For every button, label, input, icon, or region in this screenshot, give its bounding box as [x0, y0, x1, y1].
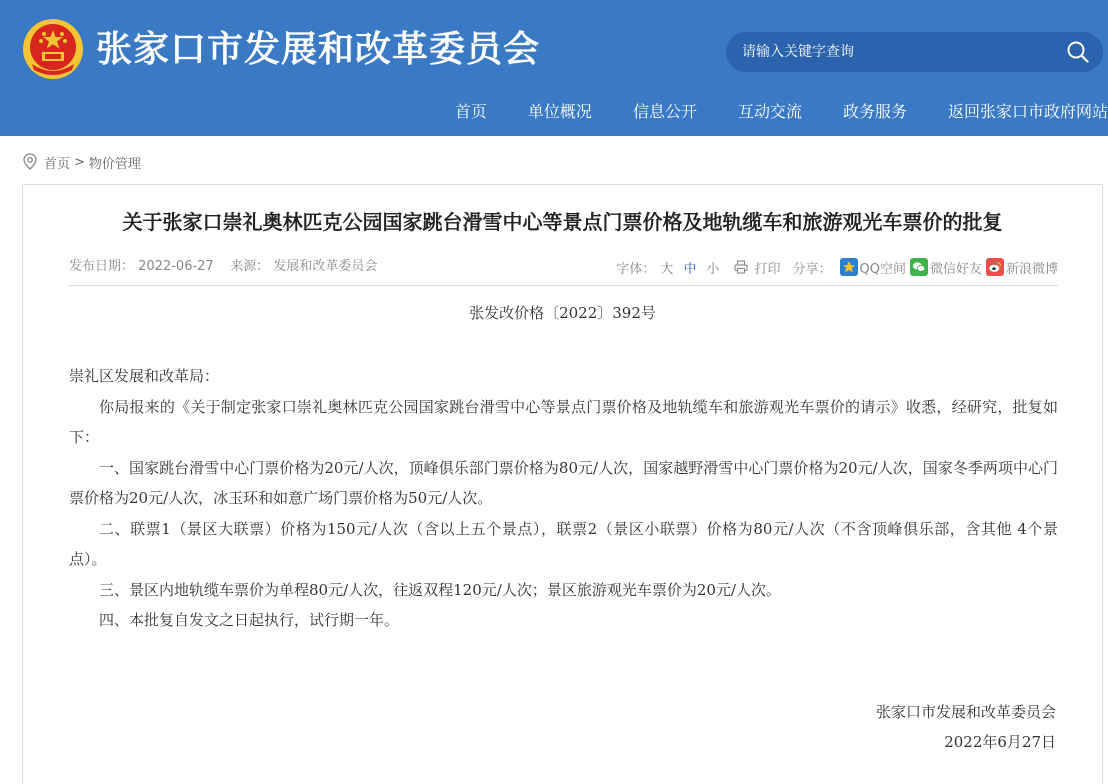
share-qzone-button[interactable] — [840, 258, 906, 277]
share-weibo-button[interactable] — [986, 258, 1058, 277]
article-meta — [69, 255, 1058, 279]
publish-date: 2022-06-27 — [138, 259, 214, 274]
signature-block — [876, 697, 1056, 757]
font-size-medium[interactable]: 中 — [683, 261, 697, 277]
signature-organization: 张家口市发展和改革委员会 — [875, 703, 1056, 721]
print-button[interactable] — [734, 258, 780, 277]
font-size-large[interactable]: 大 — [660, 261, 674, 277]
nav-item-home[interactable]: 首页 — [454, 102, 487, 121]
article-title: 关于张家口崇礼奥林匹克公园国家跳台滑雪中心等景点门票价格及地轨缆车和旅游观光车票价的批复 — [122, 210, 1003, 234]
search-input[interactable] — [742, 32, 1062, 72]
nav-item-interaction[interactable]: 互动交流 — [737, 102, 802, 121]
nav-item-about[interactable]: 单位概况 — [527, 102, 592, 121]
article-tools — [616, 255, 1058, 279]
nav-item-city-portal[interactable]: 返回张家口市政府网站 — [947, 102, 1108, 121]
weibo-icon — [986, 258, 1004, 276]
qzone-icon — [840, 258, 858, 276]
breadcrumb — [22, 152, 141, 172]
font-size-label: 字体： — [616, 261, 656, 277]
body-paragraph: 四、本批复自发文之日起执行，试行期一年。 — [99, 611, 400, 629]
site-title: 张家口市发展和改革委员会 — [96, 29, 541, 70]
nav-item-info-disclosure[interactable]: 信息公开 — [632, 102, 697, 121]
body-paragraph: 一、国家跳台滑雪中心门票价格为20元/人次，顶峰俱乐部门票价格为80元/人次，国家越野滑雪中心门票价格为20元/人次，国家冬季两项中心门票价格为20元/人次，冰玉环和如意广场门票价格为50元/人次。 — [69, 458, 1058, 507]
wechat-icon — [910, 258, 928, 276]
main-nav — [455, 96, 1108, 128]
article-panel — [22, 184, 1103, 784]
source-label: 来源： — [230, 259, 270, 274]
date-label: 发布日期： — [69, 259, 135, 274]
document-number: 张发改价格〔2022〕392号 — [469, 304, 656, 322]
article-body — [69, 361, 1058, 636]
search-box — [726, 32, 1103, 72]
share-wechat-label: 微信好友 — [929, 261, 982, 277]
body-paragraph: 你局报来的《关于制定张家口崇礼奥林匹克公园国家跳台滑雪中心等景点门票价格及地轨缆车和旅游观光车票价的请示》收悉，经研究，批复如下： — [69, 397, 1058, 446]
breadcrumb-separator: > — [74, 154, 85, 170]
recipient-line: 崇礼区发展和改革局： — [69, 367, 220, 385]
article-meta-info — [69, 255, 377, 279]
breadcrumb-home[interactable]: 首页 — [44, 156, 71, 172]
national-emblem-icon — [22, 18, 84, 80]
font-size-small[interactable]: 小 — [706, 261, 720, 277]
body-paragraph: 三、景区内地轨缆车票价为单程80元/人次，往返双程120元/人次；景区旅游观光车票价为20元/人次。 — [99, 580, 781, 599]
print-label: 打印 — [754, 261, 781, 277]
share-qzone-label: QQ空间 — [859, 261, 906, 277]
nav-item-services[interactable]: 政务服务 — [842, 102, 907, 121]
printer-icon — [734, 260, 748, 274]
site-header — [0, 0, 1108, 136]
share-weibo-label: 新浪微博 — [1005, 261, 1058, 277]
share-wechat-button[interactable] — [910, 258, 982, 277]
meta-divider — [69, 285, 1058, 286]
share-label: 分享： — [792, 261, 832, 277]
breadcrumb-current[interactable]: 物价管理 — [88, 156, 141, 172]
source-value: 发展和改革委员会 — [273, 259, 378, 274]
location-icon — [22, 153, 38, 171]
body-paragraph: 二、联票1（景区大联票）价格为150元/人次（含以上五个景点），联票2（景区小联票）价格为80元/人次（不含顶峰俱乐部，含其他 4个景点）。 — [69, 519, 1058, 568]
signature-date: 2022年6月27日 — [944, 733, 1056, 751]
search-icon[interactable] — [1067, 41, 1089, 63]
